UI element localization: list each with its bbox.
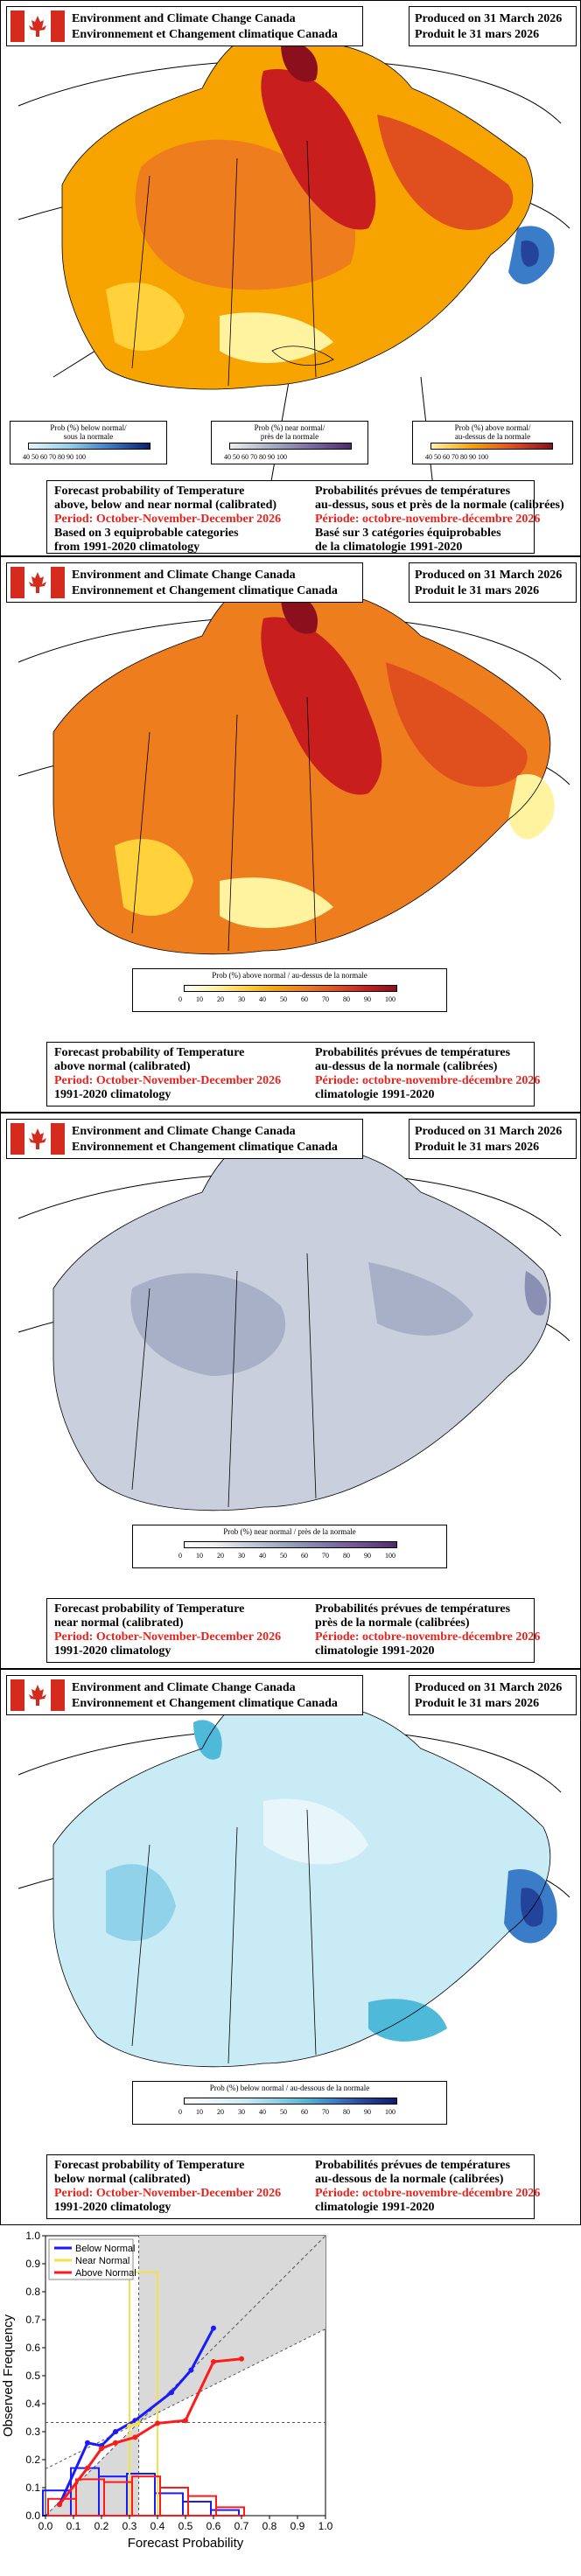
legend-ticks: 0 10 20 30 40 50 60 70 80 90 100 [178, 995, 396, 1003]
canada-flag-icon [10, 1123, 65, 1155]
canada-map-below [1, 1670, 581, 2225]
y-tick-label: 1.0 [25, 2230, 40, 2242]
x-tick-label: 0.5 [178, 2520, 193, 2532]
legend-ticks: 0 10 20 30 40 50 60 70 80 90 100 [178, 1552, 396, 1560]
series-point-0-6 [188, 2368, 193, 2373]
legend-bar [184, 985, 397, 992]
description-fr: Probabilités prévues de températures au-dessous de la normale (calibrées) Période: octobre-novembre-décembre 2026 climatologie 1991-2020 [315, 2159, 541, 2214]
y-tick-label: 0.2 [25, 2454, 40, 2466]
legend-above-normal [132, 968, 447, 1012]
reliability-diagram [0, 2225, 581, 2572]
legend-label-1: Near Normal [75, 2256, 130, 2266]
x-tick-label: 0.7 [234, 2520, 249, 2532]
header-date-box [409, 1119, 577, 1159]
canada-map-combined [1, 1, 581, 556]
x-tick-label: 0.3 [122, 2520, 137, 2532]
legend-near-title: Prob (%) near normal/ près de la normale [254, 423, 326, 441]
header-org-box [6, 6, 363, 46]
produced-en: Produced on 31 March 2026 [415, 1681, 563, 1694]
legend-above [412, 421, 573, 464]
description-en: Forecast probability of Temperature below normal (calibrated) Period: October-November-December 2026 1991-2020 climatology [54, 2159, 282, 2214]
series-point-2-2 [99, 2446, 104, 2451]
org-name-fr: Environnement et Changement climatique Canada [72, 584, 338, 597]
series-point-0-1 [85, 2440, 90, 2446]
x-tick-label: 0.9 [290, 2520, 305, 2532]
x-tick-label: 1.0 [318, 2520, 333, 2532]
series-point-2-5 [155, 2420, 160, 2426]
legend-below-title: Prob (%) below normal/ sous la normale [50, 423, 127, 441]
x-tick-label: 0.0 [38, 2520, 53, 2532]
canada-map-above [1, 557, 581, 1113]
series-point-2-8 [239, 2356, 244, 2362]
produced-en: Produced on 31 March 2026 [415, 1125, 563, 1138]
produced-en: Produced on 31 March 2026 [415, 12, 563, 25]
produced-fr: Produit le 31 mars 2026 [415, 1141, 540, 1154]
description-fr: Probabilités prévues de températures au-dessus, sous et près de la normale (calibrées) Période: octobre-novembre-décembre 2026 Basé sur 3 catégories équiprobables de la climatologie 1991-2020 [315, 485, 564, 554]
x-tick-label: 0.6 [206, 2520, 221, 2532]
header-org-box [6, 1119, 363, 1159]
y-tick-label: 0.8 [25, 2286, 40, 2298]
y-tick-label: 0.6 [25, 2342, 40, 2354]
header-date-box [409, 562, 577, 603]
org-name-en: Environment and Climate Change Canada [72, 1681, 296, 1694]
legend-near-ticks: 40 50 60 70 80 90 100 [224, 453, 287, 461]
series-point-2-0 [57, 2502, 62, 2507]
legend-near-bar [229, 443, 352, 450]
legend-title: Prob (%) near normal / près de la normale [223, 1527, 356, 1536]
y-tick-label: 0.4 [25, 2398, 40, 2410]
header-date-box [409, 1675, 577, 1715]
y-tick-label: 0.3 [25, 2426, 40, 2438]
series-point-1-0 [127, 2424, 132, 2429]
canada-flag-icon [10, 567, 65, 598]
series-point-2-6 [183, 2418, 188, 2423]
description-en: Forecast probability of Temperature near normal (calibrated) Period: October-November-December 2026 1991-2020 climatology [54, 1602, 282, 1658]
produced-fr: Produit le 31 mars 2026 [415, 28, 540, 41]
series-point-2-1 [85, 2466, 90, 2471]
legend-above-title: Prob (%) above normal/ au-dessus de la normale [454, 423, 531, 441]
description-near [46, 1598, 541, 1663]
legend-ticks: 0 10 20 30 40 50 60 70 80 90 100 [178, 2108, 396, 2116]
legend-near [211, 421, 368, 464]
canada-flag-icon [10, 10, 65, 42]
description-fr: Probabilités prévues de températures au-dessus de la normale (calibrées) Période: octobre-novembre-décembre 2026 climatologie 1991-2020 [315, 1046, 541, 1101]
header-date-box [409, 6, 577, 46]
legend-label-0: Below Normal [75, 2244, 136, 2254]
series-point-0-5 [169, 2390, 174, 2395]
produced-fr: Produit le 31 mars 2026 [415, 584, 540, 597]
description-fr: Probabilités prévues de températures près de la normale (calibrées) Période: octobre-novembre-décembre 2026 climatologie 1991-2020 [315, 1602, 541, 1658]
y-tick-label: 0.7 [25, 2314, 40, 2326]
panel-combined [0, 0, 581, 556]
description-en: Forecast probability of Temperature above normal (calibrated) Period: October-November-December 2026 1991-2020 climatology [54, 1046, 282, 1101]
series-point-2-4 [132, 2434, 137, 2440]
org-name-en: Environment and Climate Change Canada [72, 569, 296, 582]
legend-below-bar [28, 443, 150, 450]
org-name-fr: Environnement et Changement climatique Canada [72, 1141, 338, 1154]
y-tick-label: 0.5 [25, 2370, 40, 2382]
legend-below [10, 421, 167, 464]
org-name-fr: Environnement et Changement climatique Canada [72, 1697, 338, 1710]
legend-bar [184, 2098, 397, 2105]
series-point-0-7 [211, 2326, 216, 2331]
y-axis-label: Observed Frequency [1, 2314, 16, 2438]
legend-below-normal [132, 2081, 447, 2125]
y-tick-label: 0.9 [25, 2258, 40, 2270]
header-org-box [6, 562, 363, 603]
legend-above-bar [430, 443, 553, 450]
reliability-chart [0, 2225, 581, 2572]
canada-flag-icon [10, 1679, 65, 1711]
legend-bar [184, 1541, 397, 1548]
org-name-fr: Environnement et Changement climatique Canada [72, 28, 338, 41]
description-above [46, 1042, 541, 1106]
org-name-en: Environment and Climate Change Canada [72, 12, 296, 25]
panel-below-normal [0, 1669, 581, 2225]
series-point-2-7 [211, 2359, 216, 2364]
x-tick-label: 0.8 [262, 2520, 277, 2532]
header-org-box [6, 1675, 363, 1715]
produced-en: Produced on 31 March 2026 [415, 569, 563, 582]
series-point-0-3 [113, 2429, 118, 2434]
panel-near-normal [0, 1113, 581, 1669]
legend-near-normal [132, 1525, 447, 1568]
description-combined [46, 480, 564, 554]
legend-below-ticks: 40 50 60 70 80 90 100 [23, 453, 86, 461]
y-tick-label: 0.1 [25, 2482, 40, 2494]
legend-title: Prob (%) below normal / au-dessous de la normale [209, 2084, 370, 2092]
panel-above-normal [0, 556, 581, 1113]
y-tick-label: 0.0 [25, 2510, 40, 2522]
org-name-en: Environment and Climate Change Canada [72, 1125, 296, 1138]
description-en: Forecast probability of Temperature above, below and near normal (calibrated) Period: October-November-December 2026 Based on 3 equiprobable categories from 1991-2020 climatology [54, 485, 282, 554]
series-point-1-1 [136, 2420, 141, 2426]
series-point-2-3 [113, 2440, 118, 2446]
produced-fr: Produit le 31 mars 2026 [415, 1697, 540, 1710]
x-tick-label: 0.4 [150, 2520, 165, 2532]
legend-title: Prob (%) above normal / au-dessus de la normale [212, 971, 368, 980]
x-tick-label: 0.2 [94, 2520, 109, 2532]
canada-map-near [1, 1113, 581, 1669]
legend-label-2: Above Normal [75, 2268, 136, 2279]
x-axis-label: Forecast Probability [127, 2536, 244, 2551]
description-below [46, 2154, 541, 2219]
x-tick-label: 0.1 [66, 2520, 81, 2532]
legend-above-ticks: 40 50 60 70 80 90 100 [425, 453, 488, 461]
